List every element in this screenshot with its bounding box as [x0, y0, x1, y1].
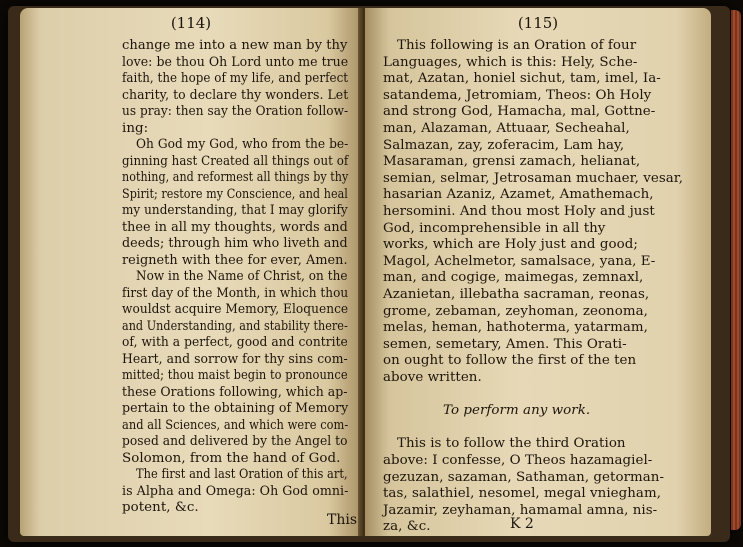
- text-line: these Orations following, which ap-: [122, 384, 348, 400]
- right-page-number: (115): [517, 14, 559, 32]
- text-line: Magol, Achelmetor, samalsace, yana, E-: [383, 253, 656, 269]
- text-line: za, &c.: [383, 519, 431, 535]
- page-edge: [731, 10, 741, 530]
- text-line: pertain to the obtaining of Memory: [122, 401, 349, 416]
- text-line: is Alpha and Omega: Oh God omni-: [122, 483, 349, 499]
- text-line: posed and delivered by the Angel to: [122, 434, 348, 449]
- text-line: love: be thou Oh Lord unto me true: [122, 54, 349, 70]
- text-line: us pray: then say the Oration follow-: [122, 104, 349, 119]
- text-line: grome, zebaman, zeyhoman, zeonoma,: [383, 303, 648, 319]
- text-line: Heart, and sorrow for thy sins com-: [122, 351, 348, 367]
- text-line: hersomini. And thou most Holy and just: [383, 204, 655, 219]
- text-line: faith, the hope of my life, and perfect: [122, 71, 349, 86]
- right-signature: K 2: [510, 516, 534, 532]
- text-line: hasarian Azaniz, Azamet, Amathemach,: [383, 187, 654, 203]
- left-page-number: (114): [170, 14, 212, 32]
- text-line: Salmazan, zay, zoferacim, Lam hay,: [383, 137, 625, 153]
- text-line: charity, to declare thy wonders. Let: [122, 87, 349, 103]
- text-line: Solomon, from the hand of God.: [122, 450, 341, 466]
- text-line: first day of the Month, in which thou: [122, 285, 349, 301]
- text-line: satandema, Jetromiam, Theos: Oh Holy: [383, 87, 652, 103]
- left-page: [20, 8, 362, 536]
- text-line: melas, heman, hathoterma, yatarmam,: [383, 320, 648, 336]
- text-line: above: I confesse, O Theos hazamagiel-: [383, 453, 653, 468]
- text-line: above written.: [383, 370, 482, 385]
- text-line: ing:: [122, 120, 149, 136]
- text-line: Jazamir, zeyhaman, hamamal amna, nis-: [383, 502, 658, 518]
- text-line: change me into a new man by thy: [122, 38, 348, 53]
- text-line: nothing, and reformest all things by thy: [122, 170, 349, 185]
- text-line: and strong God, Hamacha, mal, Gottne-: [383, 104, 656, 120]
- text-line: of, with a perfect, good and contrite: [122, 335, 348, 350]
- right-page: [365, 8, 711, 536]
- text-line: and Understanding, and stability there-: [122, 318, 348, 334]
- text-line: gezuzan, sazaman, Sathaman, getorman-: [383, 469, 665, 485]
- text-line: mat, Azatan, honiel sichut, tam, imel, Ia-: [383, 71, 661, 87]
- text-line: ginning hast Created all things out of: [122, 153, 349, 169]
- text-line: Azanietan, illebatha sacraman, reonas,: [383, 287, 650, 302]
- text-line: works, which are Holy just and good;: [383, 237, 638, 253]
- text-line: This is to follow the third Oration: [397, 436, 626, 452]
- text-line: man, and cogige, maimegas, zemnaxl,: [383, 270, 644, 286]
- text-line: Languages, which is this: Hely, Sche-: [383, 54, 638, 70]
- text-line: To perform any work.: [443, 403, 591, 419]
- text-line: thee in all my thoughts, words and: [122, 219, 348, 235]
- text-line: Oh God my God, who from the be-: [136, 137, 349, 152]
- text-line: reigneth with thee for ever, Amen.: [122, 252, 348, 268]
- text-line: man, Alazaman, Attuaar, Secheahal,: [383, 121, 630, 136]
- text-line: The first and last Oration of this art,: [136, 467, 348, 482]
- text-line: God, incomprehensible in all thy: [383, 220, 606, 236]
- text-line: This following is an Oration of four: [397, 38, 637, 53]
- left-catchword: This: [327, 512, 358, 528]
- text-line: and all Sciences, and which were com-: [122, 417, 349, 433]
- text-line: semian, selmar, Jetrosaman muchaer, vesar,: [383, 170, 684, 186]
- text-line: my understanding, that I may glorify: [122, 203, 348, 218]
- text-line: on ought to follow the first of the ten: [383, 353, 637, 369]
- text-line: Now in the Name of Christ, on the: [136, 269, 348, 284]
- text-line: mitted; thou maist begin to pronounce: [122, 368, 348, 383]
- text-line: semen, semetary, Amen. This Orati-: [383, 336, 627, 352]
- text-line: potent, &c.: [122, 500, 199, 515]
- text-line: Masaraman, grensi zamach, helianat,: [383, 154, 641, 170]
- text-line: tas, salathiel, nesomel, megal vniegham,: [383, 486, 662, 502]
- text-line: deeds; through him who liveth and: [122, 236, 348, 251]
- text-line: wouldst acquire Memory, Eloquence: [122, 302, 349, 317]
- text-line: Spirit; restore my Conscience, and heal: [122, 186, 348, 202]
